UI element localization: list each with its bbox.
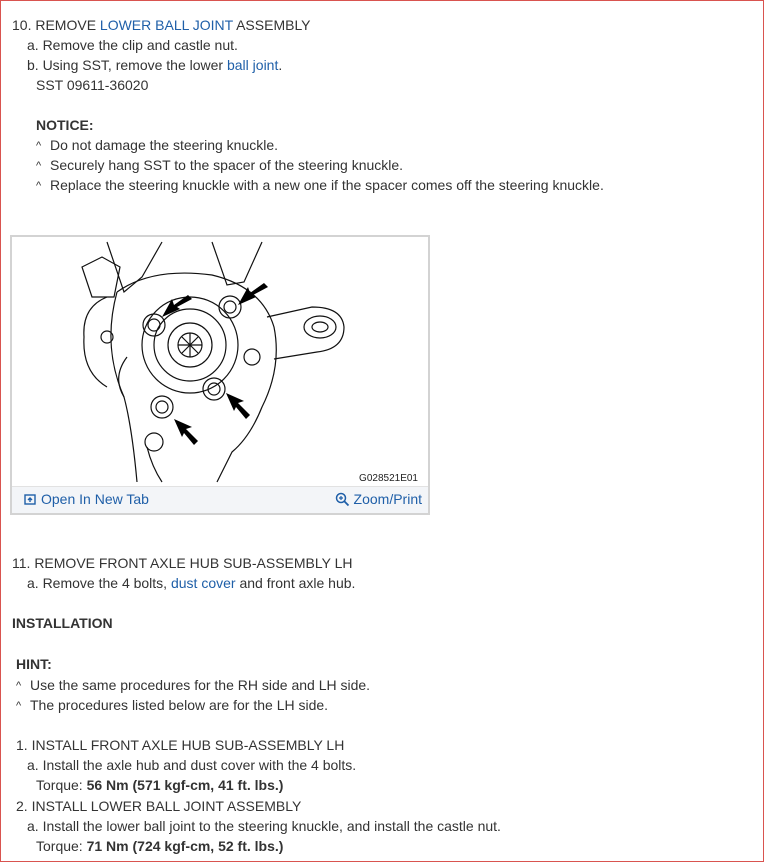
- open-new-tab-icon: [24, 493, 37, 506]
- step-10-a: a. Remove the clip and castle nut.: [27, 37, 238, 53]
- steering-knuckle-illustration: [12, 237, 428, 487]
- magnifier-icon: [335, 492, 350, 507]
- step-11-title: 11. REMOVE FRONT AXLE HUB SUB-ASSEMBLY LH: [12, 555, 353, 571]
- figure-toolbar: [12, 486, 428, 513]
- zoom-print-button[interactable]: [335, 491, 422, 507]
- figure-code: G028521E01: [359, 473, 418, 484]
- sst-number: SST 09611-36020: [36, 77, 149, 93]
- install-step-2-torque: Torque: 71 Nm (724 kgf-cm, 52 ft. lbs.): [36, 838, 284, 854]
- install-step-2-title: 2. INSTALL LOWER BALL JOINT ASSEMBLY: [16, 798, 302, 814]
- step-10-title: 10. REMOVE LOWER BALL JOINT ASSEMBLY: [12, 17, 311, 33]
- notice-item: ^ Do not damage the steering knuckle.: [36, 137, 279, 153]
- hint-item: ^ Use the same procedures for the RH side and LH side.: [16, 677, 371, 693]
- notice-title: NOTICE:: [36, 117, 94, 133]
- zoom-print-label: Zoom/Print: [353, 491, 422, 507]
- open-in-new-tab-button[interactable]: [24, 491, 149, 507]
- install-step-1-title: 1. INSTALL FRONT AXLE HUB SUB-ASSEMBLY LH: [16, 737, 345, 753]
- step-10-b: b. Using SST, remove the lower ball joint.: [27, 57, 283, 73]
- step-11-a: a. Remove the 4 bolts, dust cover and front axle hub.: [27, 575, 356, 591]
- notice-item: ^ Securely hang SST to the spacer of the steering knuckle.: [36, 157, 404, 173]
- install-step-1-detail: a. Install the axle hub and dust cover with the 4 bolts.: [27, 757, 357, 773]
- open-in-new-tab-label: Open In New Tab: [41, 491, 149, 507]
- install-step-2-detail: a. Install the lower ball joint to the steering knuckle, and install the castle nut.: [27, 818, 501, 834]
- ball-joint-link[interactable]: ball joint: [226, 57, 279, 73]
- hint-title: HINT:: [16, 656, 52, 672]
- notice-item: ^ Replace the steering knuckle with a new one if the spacer comes off the steering knuckle.: [36, 177, 604, 193]
- installation-heading: INSTALLATION: [12, 615, 113, 631]
- hint-item: ^ The procedures listed below are for the LH side.: [16, 697, 329, 713]
- illustration-figure: [10, 235, 430, 515]
- dust-cover-link[interactable]: dust cover: [170, 575, 236, 591]
- lower-ball-joint-link[interactable]: LOWER BALL JOINT: [99, 17, 233, 33]
- install-step-1-torque: Torque: 56 Nm (571 kgf-cm, 41 ft. lbs.): [36, 777, 284, 793]
